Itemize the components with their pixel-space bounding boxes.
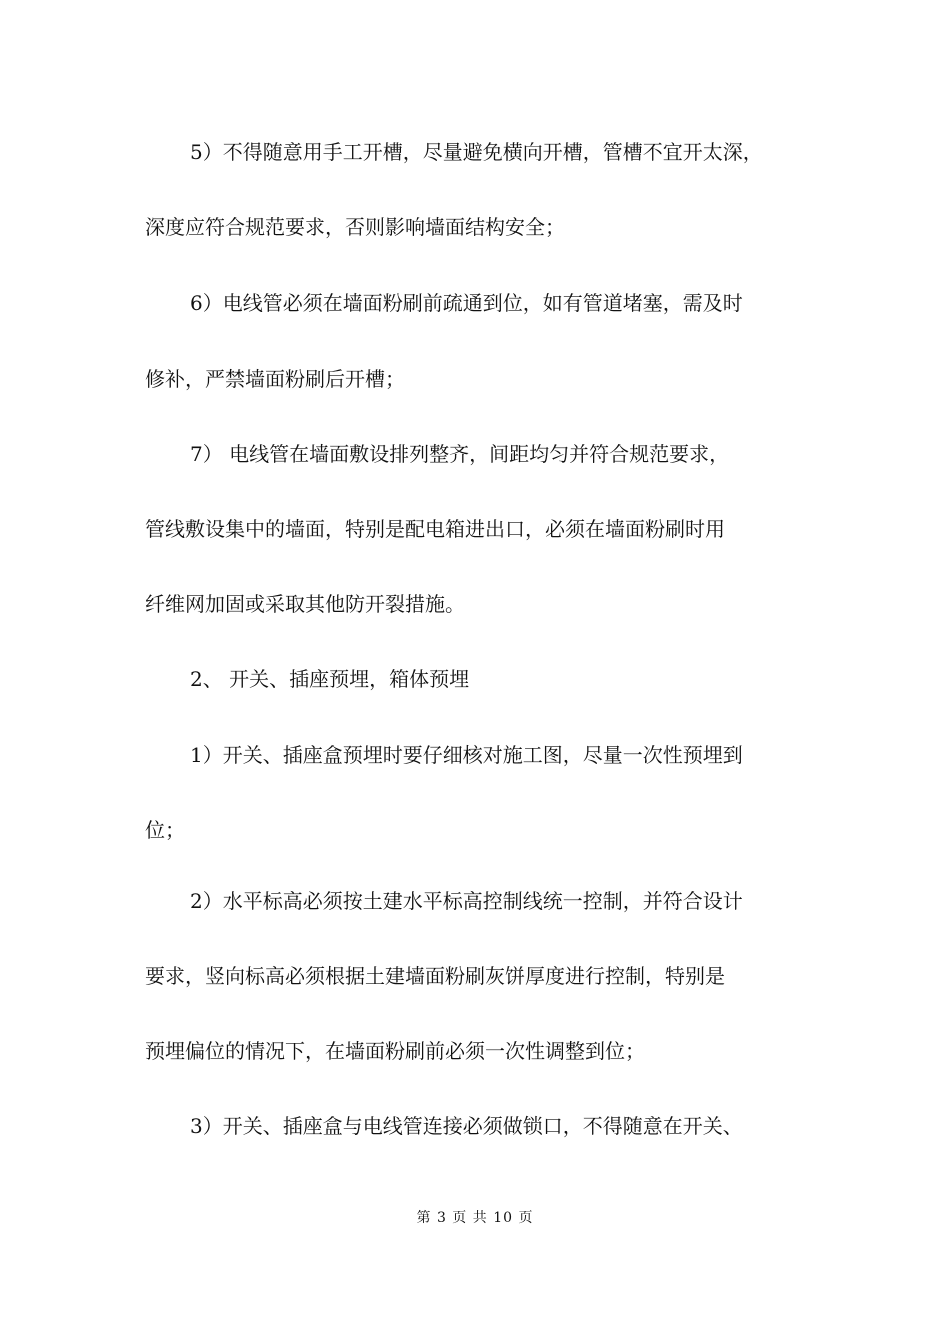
page-footer [0, 1208, 950, 1228]
item-2-line-1: 2）水平标高必须按土建水平标高控制线统一控制，并符合设计 [190, 889, 743, 913]
item-3-line-1: 3）开关、插座盒与电线管连接必须做锁口，不得随意在开关、 [190, 1114, 743, 1138]
item-1-line-1: 1）开关、插座盒预埋时要仔细核对施工图，尽量一次性预埋到 [190, 743, 743, 767]
paragraph-7-line-1: 7） 电线管在墙面敷设排列整齐，间距均匀并符合规范要求， [190, 442, 730, 466]
paragraph-7-line-3: 纤维网加固或采取其他防开裂措施。 [145, 592, 465, 616]
page-number-text: 第 3 页 共 10 页 [416, 1210, 534, 1226]
section-heading-2: 2、 开关、插座预埋，箱体预埋 [190, 667, 470, 691]
paragraph-6-line-1: 6）电线管必须在墙面粉刷前疏通到位，如有管道堵塞，需及时 [190, 291, 743, 315]
item-2-line-3: 预埋偏位的情况下，在墙面粉刷前必须一次性调整到位； [145, 1039, 645, 1063]
paragraph-5-line-2: 深度应符合规范要求，否则影响墙面结构安全； [145, 215, 565, 239]
item-1-line-2: 位； [145, 818, 185, 842]
paragraph-7-line-2: 管线敷设集中的墙面，特别是配电箱进出口，必须在墙面粉刷时用 [145, 517, 725, 541]
paragraph-5-line-1: 5）不得随意用手工开槽，尽量避免横向开槽，管槽不宜开太深， [190, 140, 763, 164]
paragraph-6-line-2: 修补，严禁墙面粉刷后开槽； [145, 367, 405, 391]
item-2-line-2: 要求，竖向标高必须根据土建墙面粉刷灰饼厚度进行控制，特别是 [145, 964, 725, 988]
